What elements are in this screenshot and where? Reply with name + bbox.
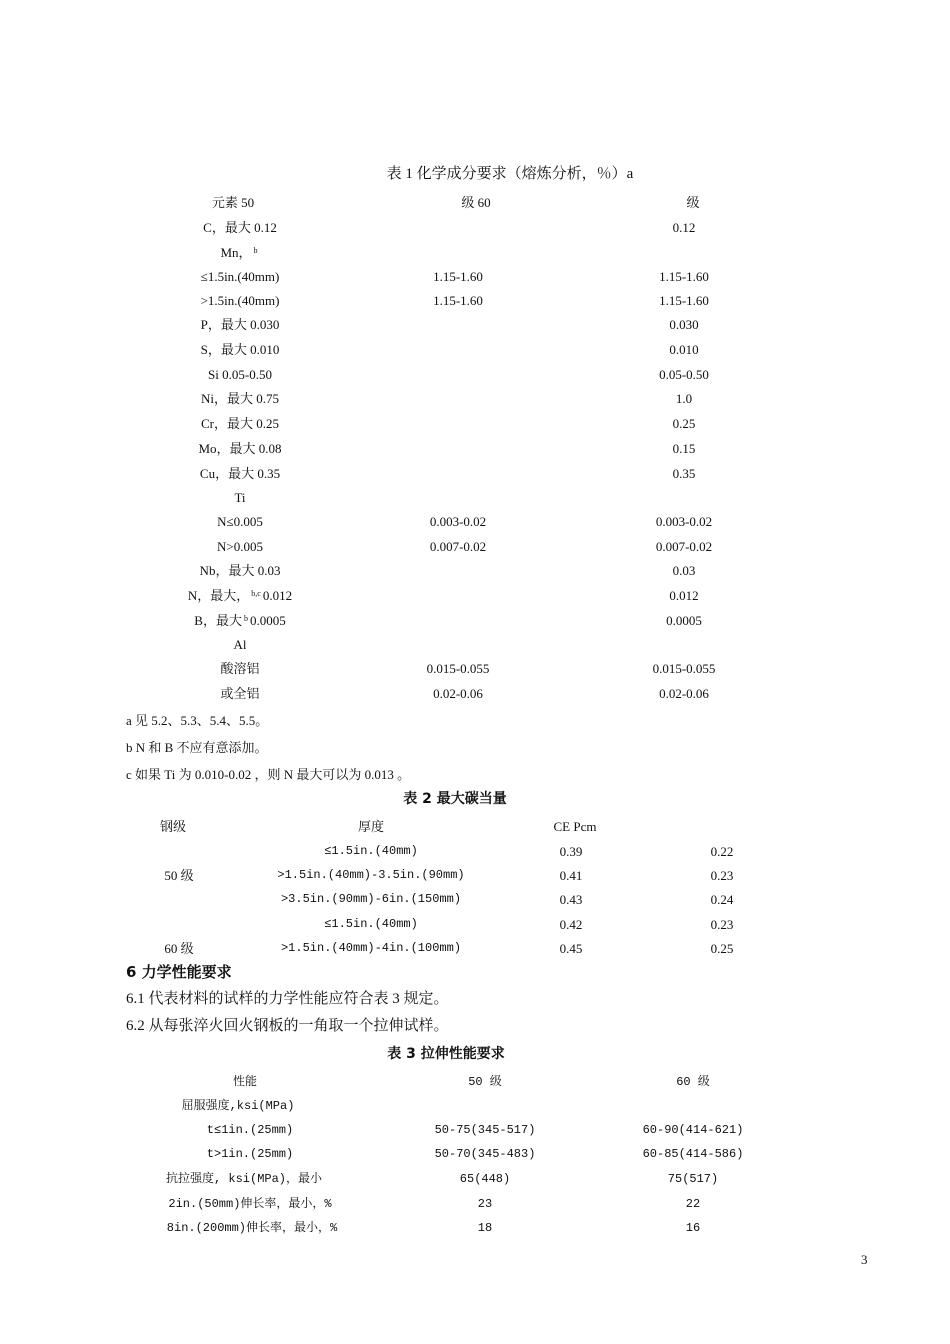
- table1-row-label-text: N≤0.005: [217, 514, 263, 529]
- table3-cell-grade50: 18: [477, 1221, 493, 1235]
- table1-row-label-text: B，最大: [194, 613, 242, 628]
- table2-cell-pcm: 0.22: [710, 844, 734, 859]
- table1-footnote-marker: b: [243, 614, 248, 623]
- table1-row-label-text: Mn，: [220, 245, 252, 260]
- table1-row-label: [220, 687, 259, 700]
- table1-row-label: [234, 491, 245, 504]
- table2-cell-ce: 0.41: [559, 868, 583, 883]
- table1-footnote-marker: b,c: [251, 589, 261, 598]
- table1-cell-grade60: 0.25: [672, 416, 696, 431]
- table2-cell-ce: 0.45: [559, 941, 583, 956]
- section6-heading: 6 力学性能要求: [126, 963, 232, 981]
- table1-cell-grade60: 1.15-1.60: [659, 293, 709, 308]
- table1-row-label-text: Ni，最大 0.75: [200, 391, 280, 406]
- table3-row-label: t≤1in.(25mm): [206, 1123, 294, 1137]
- table2-cell-thickness: ≤1.5in.(40mm): [324, 917, 418, 931]
- table2-header-thickness: 厚度: [357, 819, 385, 834]
- table1-cell-grade60: 0.003-0.02: [655, 514, 713, 529]
- table2-header-ce-pcm: CE Pcm: [553, 819, 597, 834]
- table1-row-label-text: Si 0.05-0.50: [208, 367, 272, 382]
- table1-row-label: [200, 564, 281, 577]
- table1-cell-grade60: 0.03: [672, 563, 696, 578]
- table1-row-label: [220, 662, 259, 675]
- table2-cell-thickness: >1.5in.(40mm)-3.5in.(90mm): [277, 868, 465, 882]
- table2-cell-ce: 0.39: [559, 844, 583, 859]
- table1-row-label-text: C，最大 0.12: [203, 220, 277, 235]
- table1-row-label-text: N，最大，: [187, 588, 250, 603]
- table1-row-label-text: ≤1.5in.(40mm): [200, 269, 280, 284]
- table2-cell-thickness: ≤1.5in.(40mm): [324, 844, 418, 858]
- table1-row-label-text: Cr，最大 0.25: [200, 416, 280, 431]
- table3-row-label: 屈服强度,ksi(MPa): [181, 1099, 295, 1113]
- table1-row-label-text: N>0.005: [217, 539, 263, 554]
- table3-cell-grade60: 60-85(414-586): [642, 1147, 744, 1161]
- table3-cell-grade60: 75(517): [667, 1172, 719, 1186]
- table1-row-label: [194, 614, 285, 627]
- table3-header-grade60: 60 级: [676, 1075, 710, 1089]
- table1-row-label-text: 酸溶铝: [220, 661, 260, 676]
- table1-cell-grade60: 0.010: [669, 342, 699, 357]
- table1-cell-grade60: 0.35: [672, 466, 696, 481]
- table1-note-c: c 如果 Ti 为 0.010-0.02 ，则 N 最大可以为 0.013 。: [126, 767, 411, 782]
- table2-header-grade: 钢级: [159, 819, 187, 834]
- table1-cell-grade50: 1.15-1.60: [433, 269, 483, 284]
- table1-row-label: [201, 270, 280, 283]
- table1-row-label: [203, 221, 277, 234]
- table1-row-label-text: Al: [233, 637, 247, 652]
- table1-row-label: [201, 417, 279, 430]
- table3-cell-grade60: 22: [685, 1197, 701, 1211]
- table3-header-property: 性能: [232, 1075, 258, 1089]
- table2-cell-pcm: 0.24: [710, 892, 734, 907]
- table1-cell-grade60: 1.15-1.60: [659, 269, 709, 284]
- table1-header-element: 元素 50: [211, 195, 255, 210]
- table1-cell-grade60: 0.02-0.06: [659, 686, 709, 701]
- table3-row-label: 抗拉强度, ksi(MPa)，最小: [165, 1172, 323, 1186]
- table1-cell-grade50: 1.15-1.60: [433, 293, 483, 308]
- table1-row-label: [188, 589, 292, 602]
- table1-cell-grade60: 0.12: [672, 220, 696, 235]
- table3-row-label: t>1in.(25mm): [206, 1147, 294, 1161]
- section6-paragraph-1: 6.1 代表材料的试样的力学性能应符合表 3 规定。: [126, 991, 449, 1007]
- table1-row-label-value: 0.0005: [249, 613, 286, 628]
- table1-cell-grade50: 0.003-0.02: [429, 514, 487, 529]
- table3-cell-grade60: 16: [685, 1221, 701, 1235]
- table3-caption: 表 3 拉伸性能要求: [387, 1046, 505, 1062]
- table1-row-label: [200, 467, 280, 480]
- page-number: 3: [861, 1252, 868, 1267]
- table3-cell-grade50: 65(448): [459, 1172, 511, 1186]
- table1-row-label-text: P，最大 0.030: [200, 317, 280, 332]
- table1-cell-grade60: 0.0005: [666, 613, 702, 628]
- table2-cell-ce: 0.42: [559, 917, 583, 932]
- table1-row-label: [217, 540, 263, 553]
- table1-cell-grade60: 0.15: [672, 441, 696, 456]
- table1-header-grade60: 级: [686, 195, 700, 210]
- table2-cell-pcm: 0.23: [710, 917, 734, 932]
- table1-caption: 表 1 化学成分要求（熔炼分析，％）a: [386, 166, 634, 182]
- table2-cell-ce: 0.43: [559, 892, 583, 907]
- table1-cell-grade60: 1.0: [675, 391, 693, 406]
- section6-paragraph-2: 6.2 从每张淬火回火钢板的一角取一个拉伸试样。: [126, 1018, 449, 1034]
- table1-cell-grade60: 0.015-0.055: [652, 661, 716, 676]
- table1-row-label-text: Mo，最大 0.08: [198, 441, 282, 456]
- table3-header-grade50: 50 级: [468, 1075, 502, 1089]
- table1-cell-grade50: 0.015-0.055: [426, 661, 490, 676]
- table2-cell-pcm: 0.25: [710, 941, 734, 956]
- table1-cell-grade60: 0.030: [669, 317, 699, 332]
- table1-cell-grade50: 0.007-0.02: [429, 539, 487, 554]
- table1-row-label-value: 0.012: [262, 588, 293, 603]
- table2-cell-grade: 50 级: [164, 868, 194, 883]
- table2-cell-grade: 60 级: [164, 941, 194, 956]
- table3-cell-grade50: 50-70(345-483): [434, 1147, 536, 1161]
- table2-cell-pcm: 0.23: [710, 868, 734, 883]
- table1-row-label-text: Nb，最大 0.03: [199, 563, 281, 578]
- table1-header-grade50: 级 60: [461, 195, 491, 210]
- table3-row-label: 8in.(200mm)伸长率，最小，%: [166, 1221, 338, 1235]
- table1-row-label-text: S，最大 0.010: [200, 342, 280, 357]
- table1-row-label: [201, 318, 280, 331]
- table1-note-b: b N 和 B 不应有意添加。: [126, 740, 268, 755]
- table1-row-label: [220, 246, 259, 259]
- table1-row-label: [201, 294, 280, 307]
- table1-row-label: [234, 638, 247, 651]
- table1-cell-grade60: 0.012: [669, 588, 699, 603]
- table1-row-label-text: Ti: [234, 490, 246, 505]
- table1-cell-grade60: 0.007-0.02: [655, 539, 713, 554]
- table2-cell-thickness: >1.5in.(40mm)-4in.(100mm): [280, 941, 462, 955]
- table3-row-label: 2in.(50mm)伸长率，最小，%: [168, 1197, 332, 1211]
- table1-note-a: a 见 5.2、5.3、5.4、5.5。: [126, 713, 269, 728]
- table3-cell-grade50: 50-75(345-517): [434, 1123, 536, 1137]
- table1-row-label-text: >1.5in.(40mm): [200, 293, 280, 308]
- table1-row-label-text: Cu，最大 0.35: [199, 466, 281, 481]
- table1-footnote-marker: b: [253, 246, 258, 255]
- table1-cell-grade60: 0.05-0.50: [659, 367, 709, 382]
- table1-row-label-text: 或全铝: [220, 686, 260, 701]
- table2-caption: 表 2 最大碳当量: [403, 791, 507, 807]
- table3-cell-grade60: 60-90(414-621): [642, 1123, 744, 1137]
- table2-cell-thickness: >3.5in.(90mm)-6in.(150mm): [280, 892, 462, 906]
- table1-row-label: [208, 368, 272, 381]
- table1-row-label: [201, 343, 280, 356]
- table1-row-label: [217, 515, 263, 528]
- table1-row-label: [201, 392, 279, 405]
- table3-cell-grade50: 23: [477, 1197, 493, 1211]
- table1-cell-grade50: 0.02-0.06: [433, 686, 483, 701]
- table1-row-label: [198, 442, 281, 455]
